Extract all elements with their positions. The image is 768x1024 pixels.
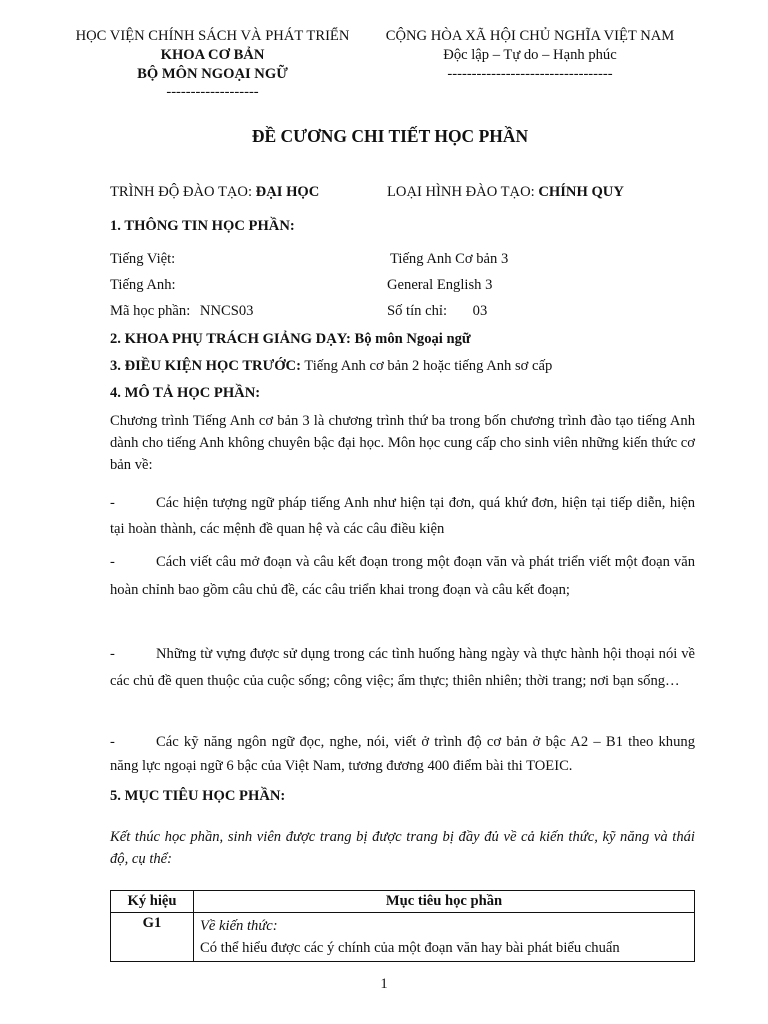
header-left-rule: ------------------- (166, 84, 259, 100)
motto: Độc lập – Tự do – Hạnh phúc (443, 47, 617, 63)
credits-label: Số tín chỉ: (387, 303, 447, 319)
section4-intro: Chương trình Tiếng Anh cơ bản 3 là chương trình thứ ba trong bốn chương trình đào tạo tiếng Anh dành cho tiếng Anh không chuyên bậc đại học. Môn học cung cấp cho sinh viên những kiến thức cơ bản về: (110, 413, 695, 473)
course-code-value: NNCS03 (199, 303, 254, 319)
course-name-vn-label: Tiếng Việt: (110, 251, 176, 267)
section3-heading: 3. ĐIỀU KIỆN HỌC TRƯỚC: (110, 358, 301, 374)
course-name-en-value: General English 3 (387, 277, 493, 293)
section3-value: Tiếng Anh cơ bản 2 hoặc tiếng Anh sơ cấp (304, 358, 553, 374)
training-level-value: ĐẠI HỌC (255, 184, 320, 200)
course-name-vn-value: Tiếng Anh Cơ bản 3 (390, 251, 509, 267)
description-bullet (110, 730, 695, 778)
description-bullet (110, 641, 695, 695)
section5-heading: 5. MỤC TIÊU HỌC PHẦN: (110, 788, 286, 804)
section2 (110, 331, 471, 348)
objective-text: Có thể hiểu được các ý chính của một đoạn văn hay bài phát biểu chuẩn (200, 940, 620, 956)
bullet-marker: - (110, 495, 115, 511)
faculty-name: KHOA CƠ BẢN (160, 47, 265, 63)
training-type-value: CHÍNH QUY (538, 184, 624, 200)
training-level (110, 184, 319, 201)
table-header-code: Ký hiệu (111, 891, 194, 913)
country-name: CỘNG HÒA XÃ HỘI CHỦ NGHĨA VIỆT NAM (385, 28, 675, 44)
table-cell-code: G1 (111, 913, 194, 962)
training-type (387, 184, 624, 201)
table-row (111, 913, 695, 962)
bullet-text: Cách viết câu mở đoạn và câu kết đoạn trong một đoạn văn và phát triển viết một đoạn văn hoàn chỉnh bao gồm câu chủ đề, các câu triển khai trong đoạn và câu kết đoạn; (110, 554, 695, 598)
header-right-rule: ---------------------------------- (447, 66, 613, 82)
table-header-row (111, 891, 695, 913)
course-code (110, 303, 253, 320)
institution-name: HỌC VIỆN CHÍNH SÁCH VÀ PHÁT TRIỂN (75, 28, 350, 44)
credits (387, 303, 487, 320)
department-name: BỘ MÔN NGOẠI NGỮ (137, 66, 288, 82)
training-type-label: LOẠI HÌNH ĐÀO TẠO: (387, 184, 535, 200)
page-number: 1 (380, 976, 388, 992)
section2-value: Bộ môn Ngoại ngữ (354, 331, 471, 347)
objective-category: Về kiến thức: (200, 918, 278, 934)
course-code-label: Mã học phần: (110, 303, 191, 319)
section1-heading: 1. THÔNG TIN HỌC PHẦN: (110, 218, 295, 234)
description-bullet (110, 548, 695, 604)
section2-heading: 2. KHOA PHỤ TRÁCH GIẢNG DẠY: (110, 331, 351, 347)
bullet-marker: - (110, 734, 115, 750)
course-name-en-label: Tiếng Anh: (110, 277, 176, 293)
training-level-label: TRÌNH ĐỘ ĐÀO TẠO: (110, 184, 253, 200)
bullet-marker: - (110, 646, 115, 662)
document-title: ĐỀ CƯƠNG CHI TIẾT HỌC PHẦN (251, 126, 529, 146)
bullet-text: Những từ vựng được sử dụng trong các tình huống hàng ngày và thực hành hội thoại nói về các chủ đề quen thuộc của cuộc sống; công việc; ẩm thực; thiên nhiên; thời trang; nơi bạn sống… (110, 646, 695, 689)
table-cell-objective (194, 913, 695, 962)
section4-heading: 4. MÔ TẢ HỌC PHẦN: (110, 385, 261, 401)
description-bullet (110, 490, 695, 542)
credits-value: 03 (472, 303, 488, 319)
bullet-marker: - (110, 554, 115, 570)
section3 (110, 358, 552, 375)
objectives-table (110, 890, 695, 962)
bullet-text: Các hiện tượng ngữ pháp tiếng Anh như hiện tại đơn, quá khứ đơn, hiện tại tiếp diễn, hiện tại hoàn thành, các mệnh đề quan hệ và các câu điều kiện (110, 495, 695, 537)
table-header-objective: Mục tiêu học phần (194, 891, 695, 913)
section5-intro: Kết thúc học phần, sinh viên được trang bị được trang bị đầy đủ về cả kiến thức, kỹ năng và thái độ, cụ thể: (110, 829, 695, 867)
bullet-text: Các kỹ năng ngôn ngữ đọc, nghe, nói, viết ở trình độ cơ bản ở bậc A2 – B1 theo khung năng lực ngoại ngữ 6 bậc của Việt Nam, tương đương 400 điểm bài thi TOEIC. (110, 734, 695, 774)
